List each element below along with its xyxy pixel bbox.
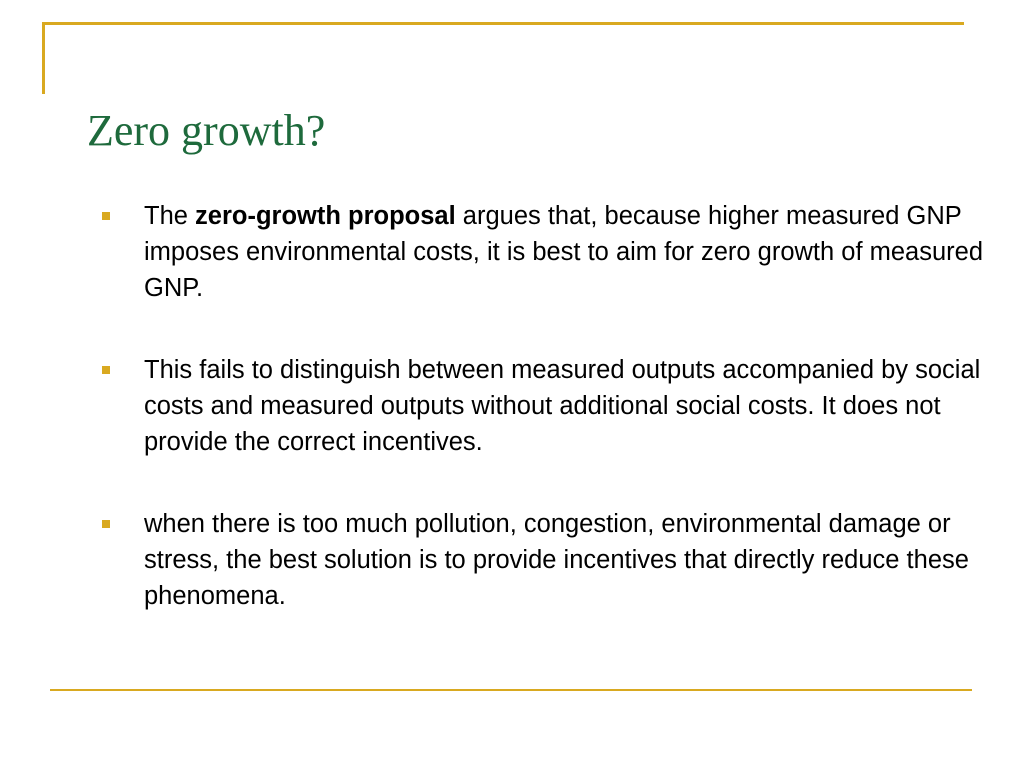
bullet-text-emphasis: zero-growth proposal [195,202,456,230]
square-bullet-icon [102,520,110,528]
slide-title: Zero growth? [87,106,326,155]
bottom-border-line [50,689,972,691]
bullet-text: when there is too much pollution, congestion, environmental damage or stress, the best solution is to provide incentives that directly reduce these phenomena. [144,510,969,610]
square-bullet-icon [102,212,110,220]
top-border-line [42,22,964,25]
square-bullet-icon [102,366,110,374]
bullet-text: This fails to distinguish between measured outputs accompanied by social costs and measured outputs without additional social costs. It does not provide the correct incentives. [144,356,981,456]
bullet-item [102,198,1002,306]
bullet-list [102,198,1002,660]
left-border-line [42,22,45,94]
bullet-item [102,506,1002,614]
bullet-text-lead: The [144,202,196,230]
bullet-item [102,352,1002,460]
bullet-text-rest: argues that, because higher measured GNP imposes environmental costs, it is best to aim for zero growth of measured GNP. [144,202,984,302]
